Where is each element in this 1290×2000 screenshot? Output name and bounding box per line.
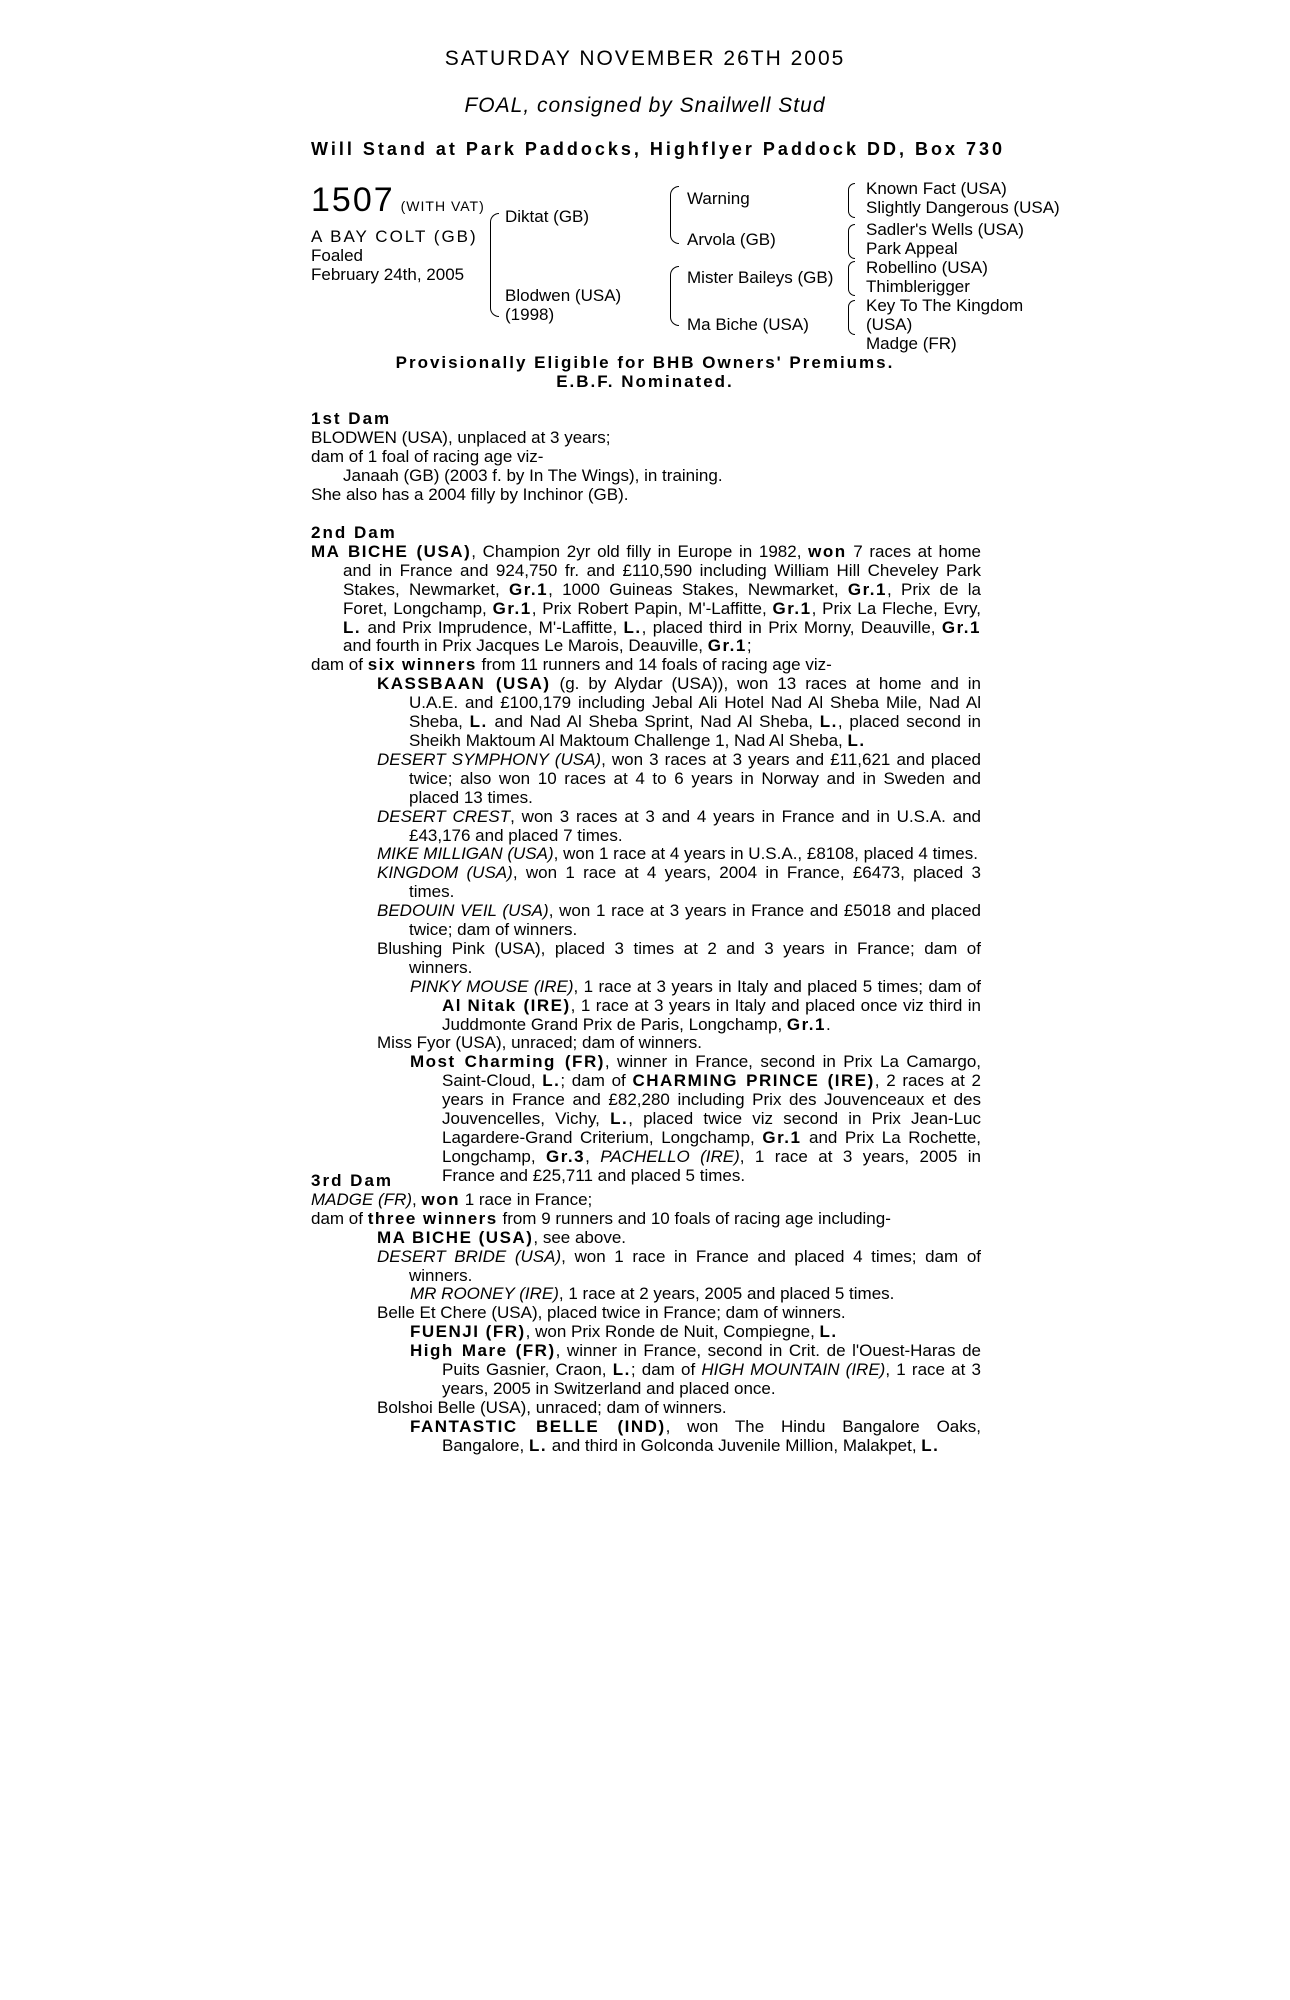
ma-biche-see-above: MA BICHE (USA), see above.: [377, 1227, 626, 1247]
grandsire-2: Sadler's Wells (USA): [866, 220, 1024, 239]
third-dam-section: [311, 1172, 981, 1456]
dam-dam: Ma Biche (USA): [687, 315, 809, 334]
dam: Blodwen (USA): [505, 286, 622, 305]
consignment-line: FOAL, consigned by Snailwell Stud: [464, 94, 826, 117]
sale-date: SATURDAY NOVEMBER 26TH 2005: [444, 47, 846, 70]
third-dam-heading: 3rd Dam: [311, 1171, 394, 1190]
pedigree-brace-3: [670, 266, 679, 326]
vat-note: (WITH VAT): [400, 198, 485, 214]
dam-of-line: dam of six winners from 11 runners and 14 foals of racing age viz-: [311, 655, 832, 675]
eligibility-line-1: Provisionally Eligible for BHB Owners' Premiums.: [395, 353, 895, 372]
fuenji-entry: FUENJI (FR), won Prix Ronde de Nuit, Compiegne, L.: [410, 1322, 838, 1342]
high-mare-entry: High Mare (FR), winner in France, second in Crit. de l'Ouest-Haras de Puits Gasnier, Craon, L.; dam of HIGH MOUNTAIN (IRE), 1 race at 3 years, 2005 in Switzerland and placed once.: [410, 1341, 981, 1398]
dam-sire: Mister Baileys (GB): [687, 268, 834, 287]
sire: Diktat (GB): [505, 207, 590, 226]
most-charming-entry: Most Charming (FR), winner in France, second in Prix La Camargo, Saint-Cloud, L.; dam of CHARMING PRINCE (IRE), 2 races at 2 years in France and £82,280 including Prix des Jouvenceaux et des Jouvencelles, Vichy, L., placed twice viz second in Prix Jean-Luc Lagardere-Grand Criterium, Longchamp, Gr.1 and Prix La Rochette, Longchamp, Gr.3, PACHELLO (IRE), 1 race at 3 years, 2005 in France and £25,711 and placed 5 times.: [410, 1052, 982, 1185]
mr-rooney-entry: MR ROONEY (IRE), 1 race at 2 years, 2005 and placed 5 times.: [410, 1284, 895, 1304]
desert-crest-entry: DESERT CREST, won 3 races at 3 and 4 years in France and in U.S.A. and £43,176 and placed 7 times.: [377, 806, 981, 845]
stand-location: Will Stand at Park Paddocks, Highflyer Paddock DD, Box 730: [311, 139, 1005, 159]
kingdom-entry: KINGDOM (USA), won 1 race at 4 years, 2004 in France, £6473, placed 3 times.: [377, 863, 982, 902]
second-dam-heading: 2nd Dam: [311, 523, 397, 542]
granddam-3: Thimblerigger: [866, 277, 970, 296]
lot-number-line: [311, 181, 485, 220]
foaled-date: February 24th, 2005: [311, 265, 465, 284]
ma-biche-entry: MA BICHE (USA), Champion 2yr old filly in Europe in 1982, won 7 races at home and in France and 924,750 fr. and £110,590 including William Hill Cheveley Park Stakes, Newmarket, Gr.1, 1000 Guineas Stakes, Newmarket, Gr.1, Prix de la Foret, Longchamp, Gr.1, Prix Robert Papin, M'-Laffitte, Gr.1, Prix La Fleche, Evry, L. and Prix Imprudence, M'-Laffitte, L., placed third in Prix Morny, Deauville, Gr.1 and fourth in Prix Jacques Le Marois, Deauville, Gr.1;: [311, 541, 982, 656]
bedouin-veil-entry: BEDOUIN VEIL (USA), won 1 race at 3 years in France and £5018 and placed twice; dam of winners.: [377, 901, 981, 940]
madge-entry: MADGE (FR), won 1 race in France;: [311, 1189, 593, 1209]
blushing-pink-entry: Blushing Pink (USA), placed 3 times at 2 and 3 years in France; dam of winners.: [377, 938, 981, 977]
first-dam-line: dam of 1 foal of racing age viz-: [311, 446, 544, 466]
dam-of-line: dam of three winners from 9 runners and 10 foals of racing age including-: [311, 1208, 891, 1228]
kassbaan-entry: KASSBAAN (USA) (g. by Alydar (USA)), won 13 races at home and in U.A.E. and £100,179 including Jebal Ali Hotel Nad Al Sheba Mile, Nad Al Sheba, L. and Nad Al Sheba Sprint, Nad Al Sheba, L., placed second in Sheikh Maktoum Al Maktoum Challenge 1, Nad Al Sheba, L.: [377, 674, 982, 750]
pedigree-brace-7: [848, 300, 855, 335]
pedigree-brace-6: [848, 261, 855, 296]
desert-bride-entry: DESERT BRIDE (USA), won 1 race in France and placed 4 times; dam of winners.: [377, 1246, 982, 1285]
fantastic-belle-entry: FANTASTIC BELLE (IND), won The Hindu Bangalore Oaks, Bangalore, L. and third in Golconda Juvenile Million, Malakpet, L.: [410, 1416, 981, 1455]
sire-dam: Arvola (GB): [687, 230, 776, 249]
pedigree-brace-2: [670, 186, 679, 244]
foaled-label: Foaled: [311, 246, 363, 265]
pedigree-brace-5: [848, 224, 855, 259]
lot-number: 1507: [311, 181, 395, 219]
lot-description: A BAY COLT (GB): [311, 227, 478, 246]
grandsire-4-country: (USA): [866, 315, 913, 334]
first-dam-section: [311, 410, 981, 505]
mike-milligan-entry: MIKE MILLIGAN (USA), won 1 race at 4 years in U.S.A., £8108, placed 4 times.: [377, 844, 978, 864]
first-dam-line: Janaah (GB) (2003 f. by In The Wings), in training.: [343, 465, 723, 485]
grandsire-4: Key To The Kingdom: [866, 296, 1024, 315]
miss-fyor-entry: Miss Fyor (USA), unraced; dam of winners.: [377, 1033, 702, 1053]
pinky-mouse-entry: PINKY MOUSE (IRE), 1 race at 3 years in Italy and placed 5 times; dam of Al Nitak (IRE), 1 race at 3 years in Italy and placed once viz third in Juddmonte Grand Prix de Paris, Longchamp, Gr.1.: [410, 976, 981, 1034]
granddam-1: Slightly Dangerous (USA): [866, 198, 1060, 217]
granddam-4: Madge (FR): [866, 334, 957, 353]
granddam-2: Park Appeal: [866, 239, 958, 258]
pedigree-brace-4: [848, 183, 855, 218]
eligibility-line-2: E.B.F. Nominated.: [556, 372, 734, 391]
first-dam-line: She also has a 2004 filly by Inchinor (GB).: [311, 484, 629, 504]
belle-et-chere-entry: Belle Et Chere (USA), placed twice in France; dam of winners.: [377, 1303, 846, 1323]
first-dam-line: BLODWEN (USA), unplaced at 3 years;: [311, 427, 611, 447]
grandsire-1: Known Fact (USA): [866, 179, 1007, 198]
pedigree-brace-1: [490, 213, 499, 317]
bolshoi-belle-entry: Bolshoi Belle (USA), unraced; dam of winners.: [377, 1397, 727, 1417]
grandsire-3: Robellino (USA): [866, 258, 988, 277]
second-dam-section: [311, 524, 981, 1186]
first-dam-heading: 1st Dam: [311, 409, 392, 428]
desert-symphony-entry: DESERT SYMPHONY (USA), won 3 races at 3 years and £11,621 and placed twice; also won 10 races at 4 to 6 years in Norway and in Sweden and placed 13 times.: [377, 749, 981, 807]
dam-year: (1998): [505, 305, 555, 324]
sire-sire: Warning: [687, 189, 750, 208]
